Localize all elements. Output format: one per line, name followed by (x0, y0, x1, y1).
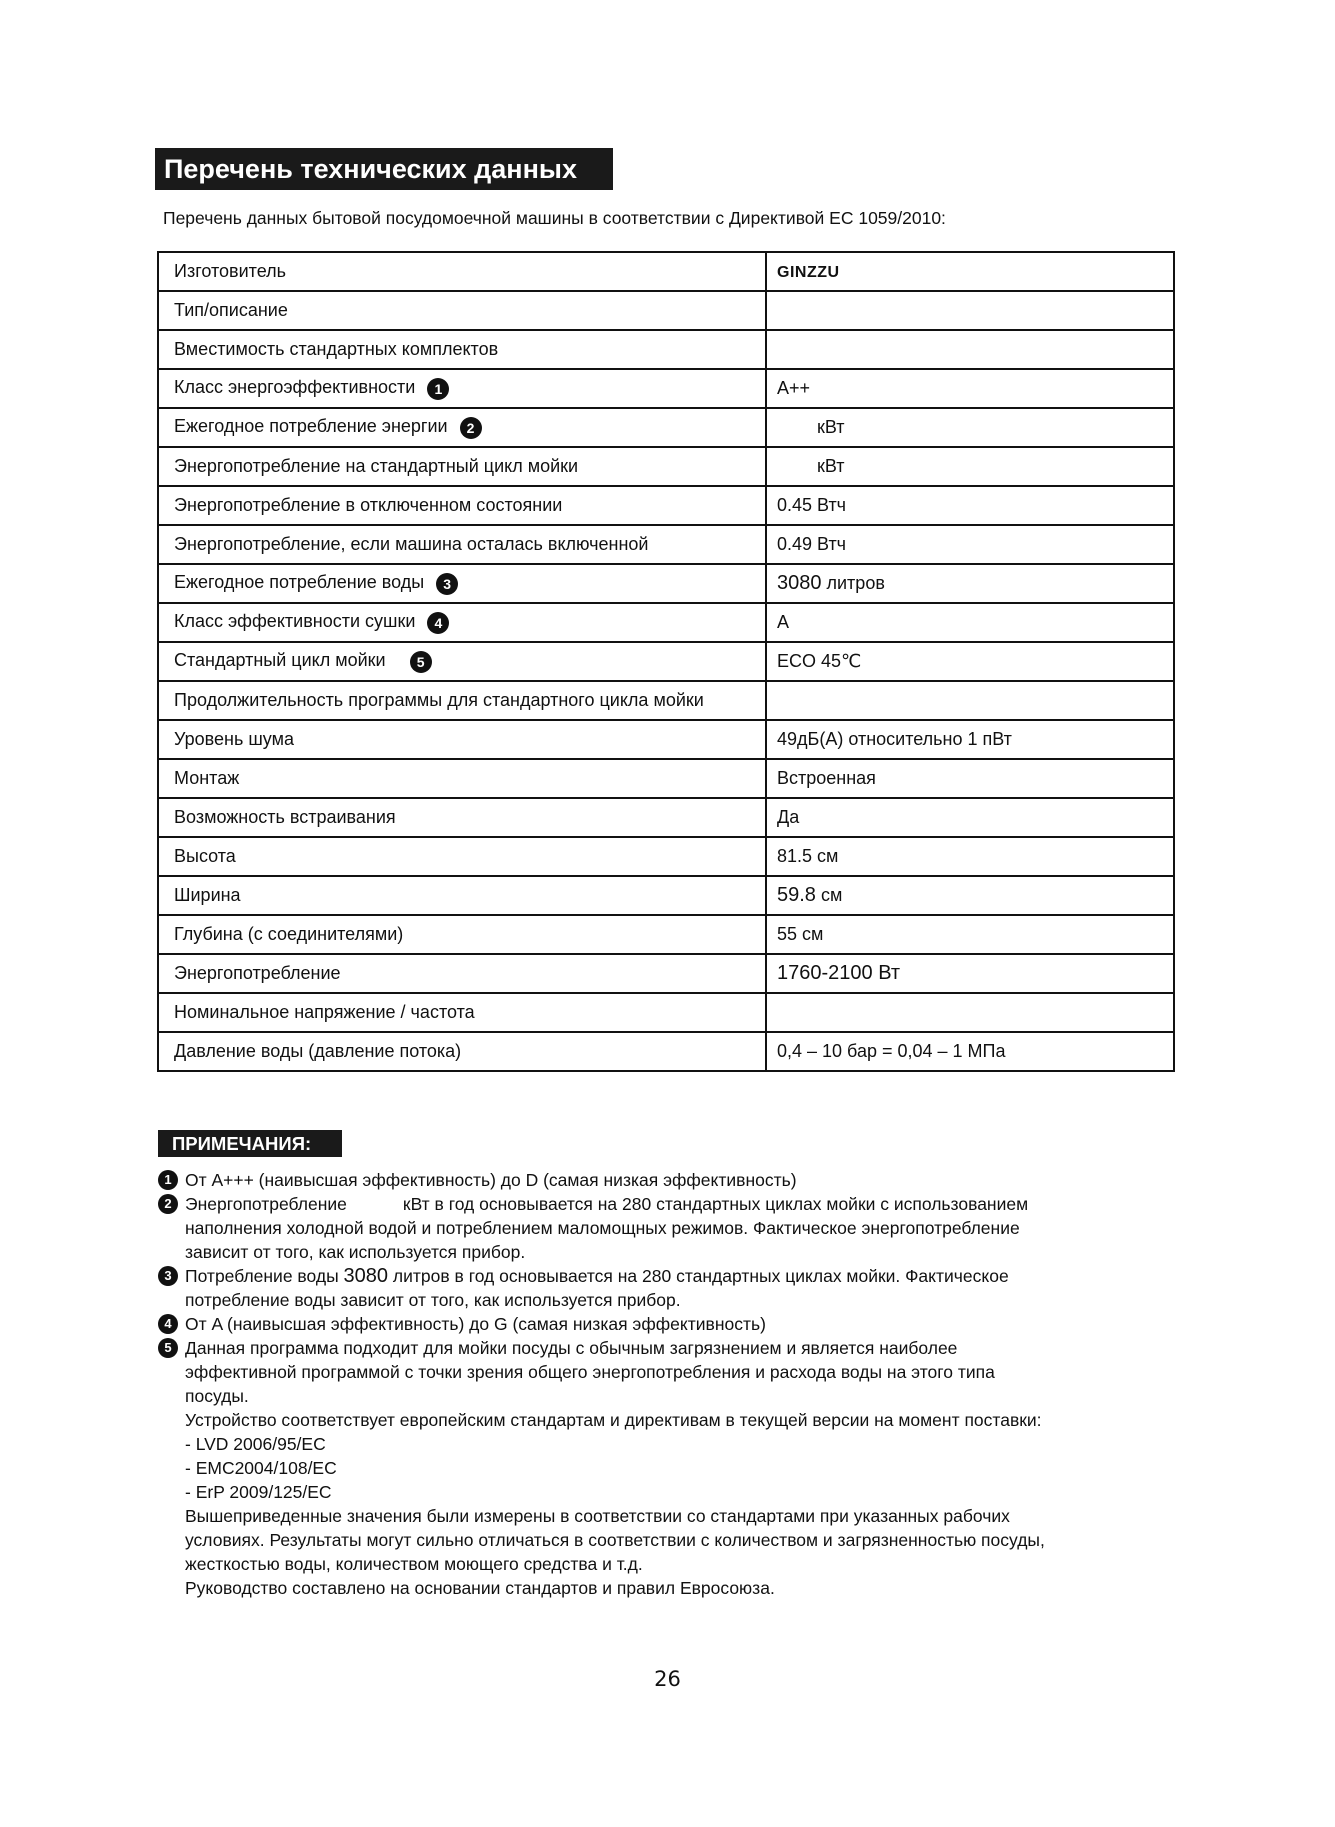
footnote-badge: 5 (158, 1338, 178, 1358)
row-label: Вместимость стандартных комплектов (158, 330, 766, 369)
footnote-badge: 1 (158, 1170, 178, 1190)
notes-section (158, 1168, 1178, 1600)
row-value: 49дБ(А) относительно 1 пВт (766, 720, 1174, 759)
footnote-badge: 4 (427, 612, 449, 634)
note-line: посуды. (185, 1386, 249, 1406)
note-4 (158, 1312, 1178, 1336)
row-value (766, 681, 1174, 720)
row-value: кВт (766, 447, 1174, 486)
spec-table (157, 251, 1175, 1072)
note-line: Энергопотребление кВт в год основывается на 280 стандартных циклах мойки с использованием (185, 1194, 1029, 1214)
row-label: Ежегодное потребление воды 3 (158, 564, 766, 603)
note-line: потребление воды зависит от того, как используется прибор. (185, 1290, 681, 1310)
row-value: 1760-2100 Вт (766, 954, 1174, 993)
table-row (158, 915, 1174, 954)
table-row (158, 876, 1174, 915)
note-5 (158, 1336, 1178, 1600)
row-label: Энергопотребление (158, 954, 766, 993)
table-row (158, 1032, 1174, 1071)
note-line: Вышеприведенные значения были измерены в соответствии со стандартами при указанных рабочих (185, 1506, 1010, 1526)
row-label: Высота (158, 837, 766, 876)
table-row (158, 681, 1174, 720)
table-row (158, 252, 1174, 291)
page-title: Перечень технических данных (155, 148, 613, 190)
table-row (158, 603, 1174, 642)
note-line: условиях. Результаты могут сильно отличаться в соответствии с количеством и загрязненностью посуды, (185, 1530, 1045, 1550)
note-line: - LVD 2006/95/EC (185, 1434, 326, 1454)
row-label: Продолжительность программы для стандартного цикла мойки (158, 681, 766, 720)
table-row (158, 330, 1174, 369)
row-value: кВт (766, 408, 1174, 447)
intro-text: Перечень данных бытовой посудомоечной машины в соответствии с Директивой ЕС 1059/2010: (163, 208, 946, 228)
table-row (158, 993, 1174, 1032)
row-label: Номинальное напряжение / частота (158, 993, 766, 1032)
row-label: Ежегодное потребление энергии 2 (158, 408, 766, 447)
row-label: Ширина (158, 876, 766, 915)
footnote-badge: 1 (427, 378, 449, 400)
table-row (158, 564, 1174, 603)
row-value (766, 993, 1174, 1032)
footnote-badge: 4 (158, 1314, 178, 1334)
table-row (158, 369, 1174, 408)
row-label: Энергопотребление на стандартный цикл мойки (158, 447, 766, 486)
footnote-badge: 2 (460, 417, 482, 439)
table-row (158, 408, 1174, 447)
note-line: Руководство составлено на основании стандартов и правил Евросоюза. (185, 1578, 775, 1598)
note-line: зависит от того, как используется прибор. (185, 1242, 526, 1262)
note-text: От A (наивысшая эффективность) до G (самая низкая эффективность) (185, 1314, 766, 1334)
row-value: Да (766, 798, 1174, 837)
table-row (158, 837, 1174, 876)
note-line: жесткостью воды, количеством моющего средства и т.д. (185, 1554, 643, 1574)
note-line: Потребление воды 3080 литров в год основывается на 280 стандартных циклах мойки. Фактическое (185, 1265, 1009, 1287)
table-row (158, 954, 1174, 993)
row-value: Встроенная (766, 759, 1174, 798)
page-number: 26 (654, 1667, 681, 1691)
footnote-badge: 3 (158, 1266, 178, 1286)
row-label: Монтаж (158, 759, 766, 798)
note-line: эффективной программой с точки зрения общего энергопотребления и расхода воды на этого типа (185, 1362, 995, 1382)
row-label: Стандартный цикл мойки 5 (158, 642, 766, 681)
row-label: Глубина (с соединителями) (158, 915, 766, 954)
row-value: 0.49 Втч (766, 525, 1174, 564)
row-value: 81.5 см (766, 837, 1174, 876)
row-label: Тип/описание (158, 291, 766, 330)
footnote-badge: 5 (410, 651, 432, 673)
row-label: Возможность встраивания (158, 798, 766, 837)
row-value (766, 291, 1174, 330)
note-1 (158, 1168, 1178, 1192)
row-label: Класс эффективности сушки 4 (158, 603, 766, 642)
row-label: Энергопотребление, если машина осталась включенной (158, 525, 766, 564)
row-value: A (766, 603, 1174, 642)
note-text: От A+++ (наивысшая эффективность) до D (самая низкая эффективность) (185, 1170, 797, 1190)
row-value: ECO 45℃ (766, 642, 1174, 681)
table-row (158, 720, 1174, 759)
table-row (158, 759, 1174, 798)
row-label: Давление воды (давление потока) (158, 1032, 766, 1071)
footnote-badge: 2 (158, 1194, 178, 1214)
table-row (158, 486, 1174, 525)
note-line: - ErP 2009/125/EC (185, 1482, 332, 1502)
table-row (158, 447, 1174, 486)
note-line: наполнения холодной водой и потреблением маломощных режимов. Фактическое энергопотребление (185, 1218, 1020, 1238)
note-line: Данная программа подходит для мойки посуды с обычным загрязнением и является наиболее (185, 1338, 958, 1358)
notes-heading: ПРИМЕЧАНИЯ: (158, 1130, 342, 1157)
row-value: A++ (766, 369, 1174, 408)
row-value: 0,4 – 10 бар = 0,04 – 1 МПа (766, 1032, 1174, 1071)
row-value: 0.45 Втч (766, 486, 1174, 525)
note-line: - EMC2004/108/EC (185, 1458, 337, 1478)
table-row (158, 525, 1174, 564)
table-row (158, 291, 1174, 330)
row-label: Уровень шума (158, 720, 766, 759)
note-2 (158, 1192, 1178, 1264)
row-label: Изготовитель (158, 252, 766, 291)
row-value: 55 см (766, 915, 1174, 954)
footnote-badge: 3 (436, 573, 458, 595)
row-value: GINZZU (766, 252, 1174, 291)
row-value: 3080 литров (766, 564, 1174, 603)
table-row (158, 642, 1174, 681)
note-3 (158, 1264, 1178, 1312)
table-row (158, 798, 1174, 837)
row-value (766, 330, 1174, 369)
row-label: Энергопотребление в отключенном состоянии (158, 486, 766, 525)
row-value: 59.8 см (766, 876, 1174, 915)
row-label: Класс энергоэффективности 1 (158, 369, 766, 408)
note-line: Устройство соответствует европейским стандартам и директивам в текущей версии на момент поставки: (185, 1410, 1042, 1430)
